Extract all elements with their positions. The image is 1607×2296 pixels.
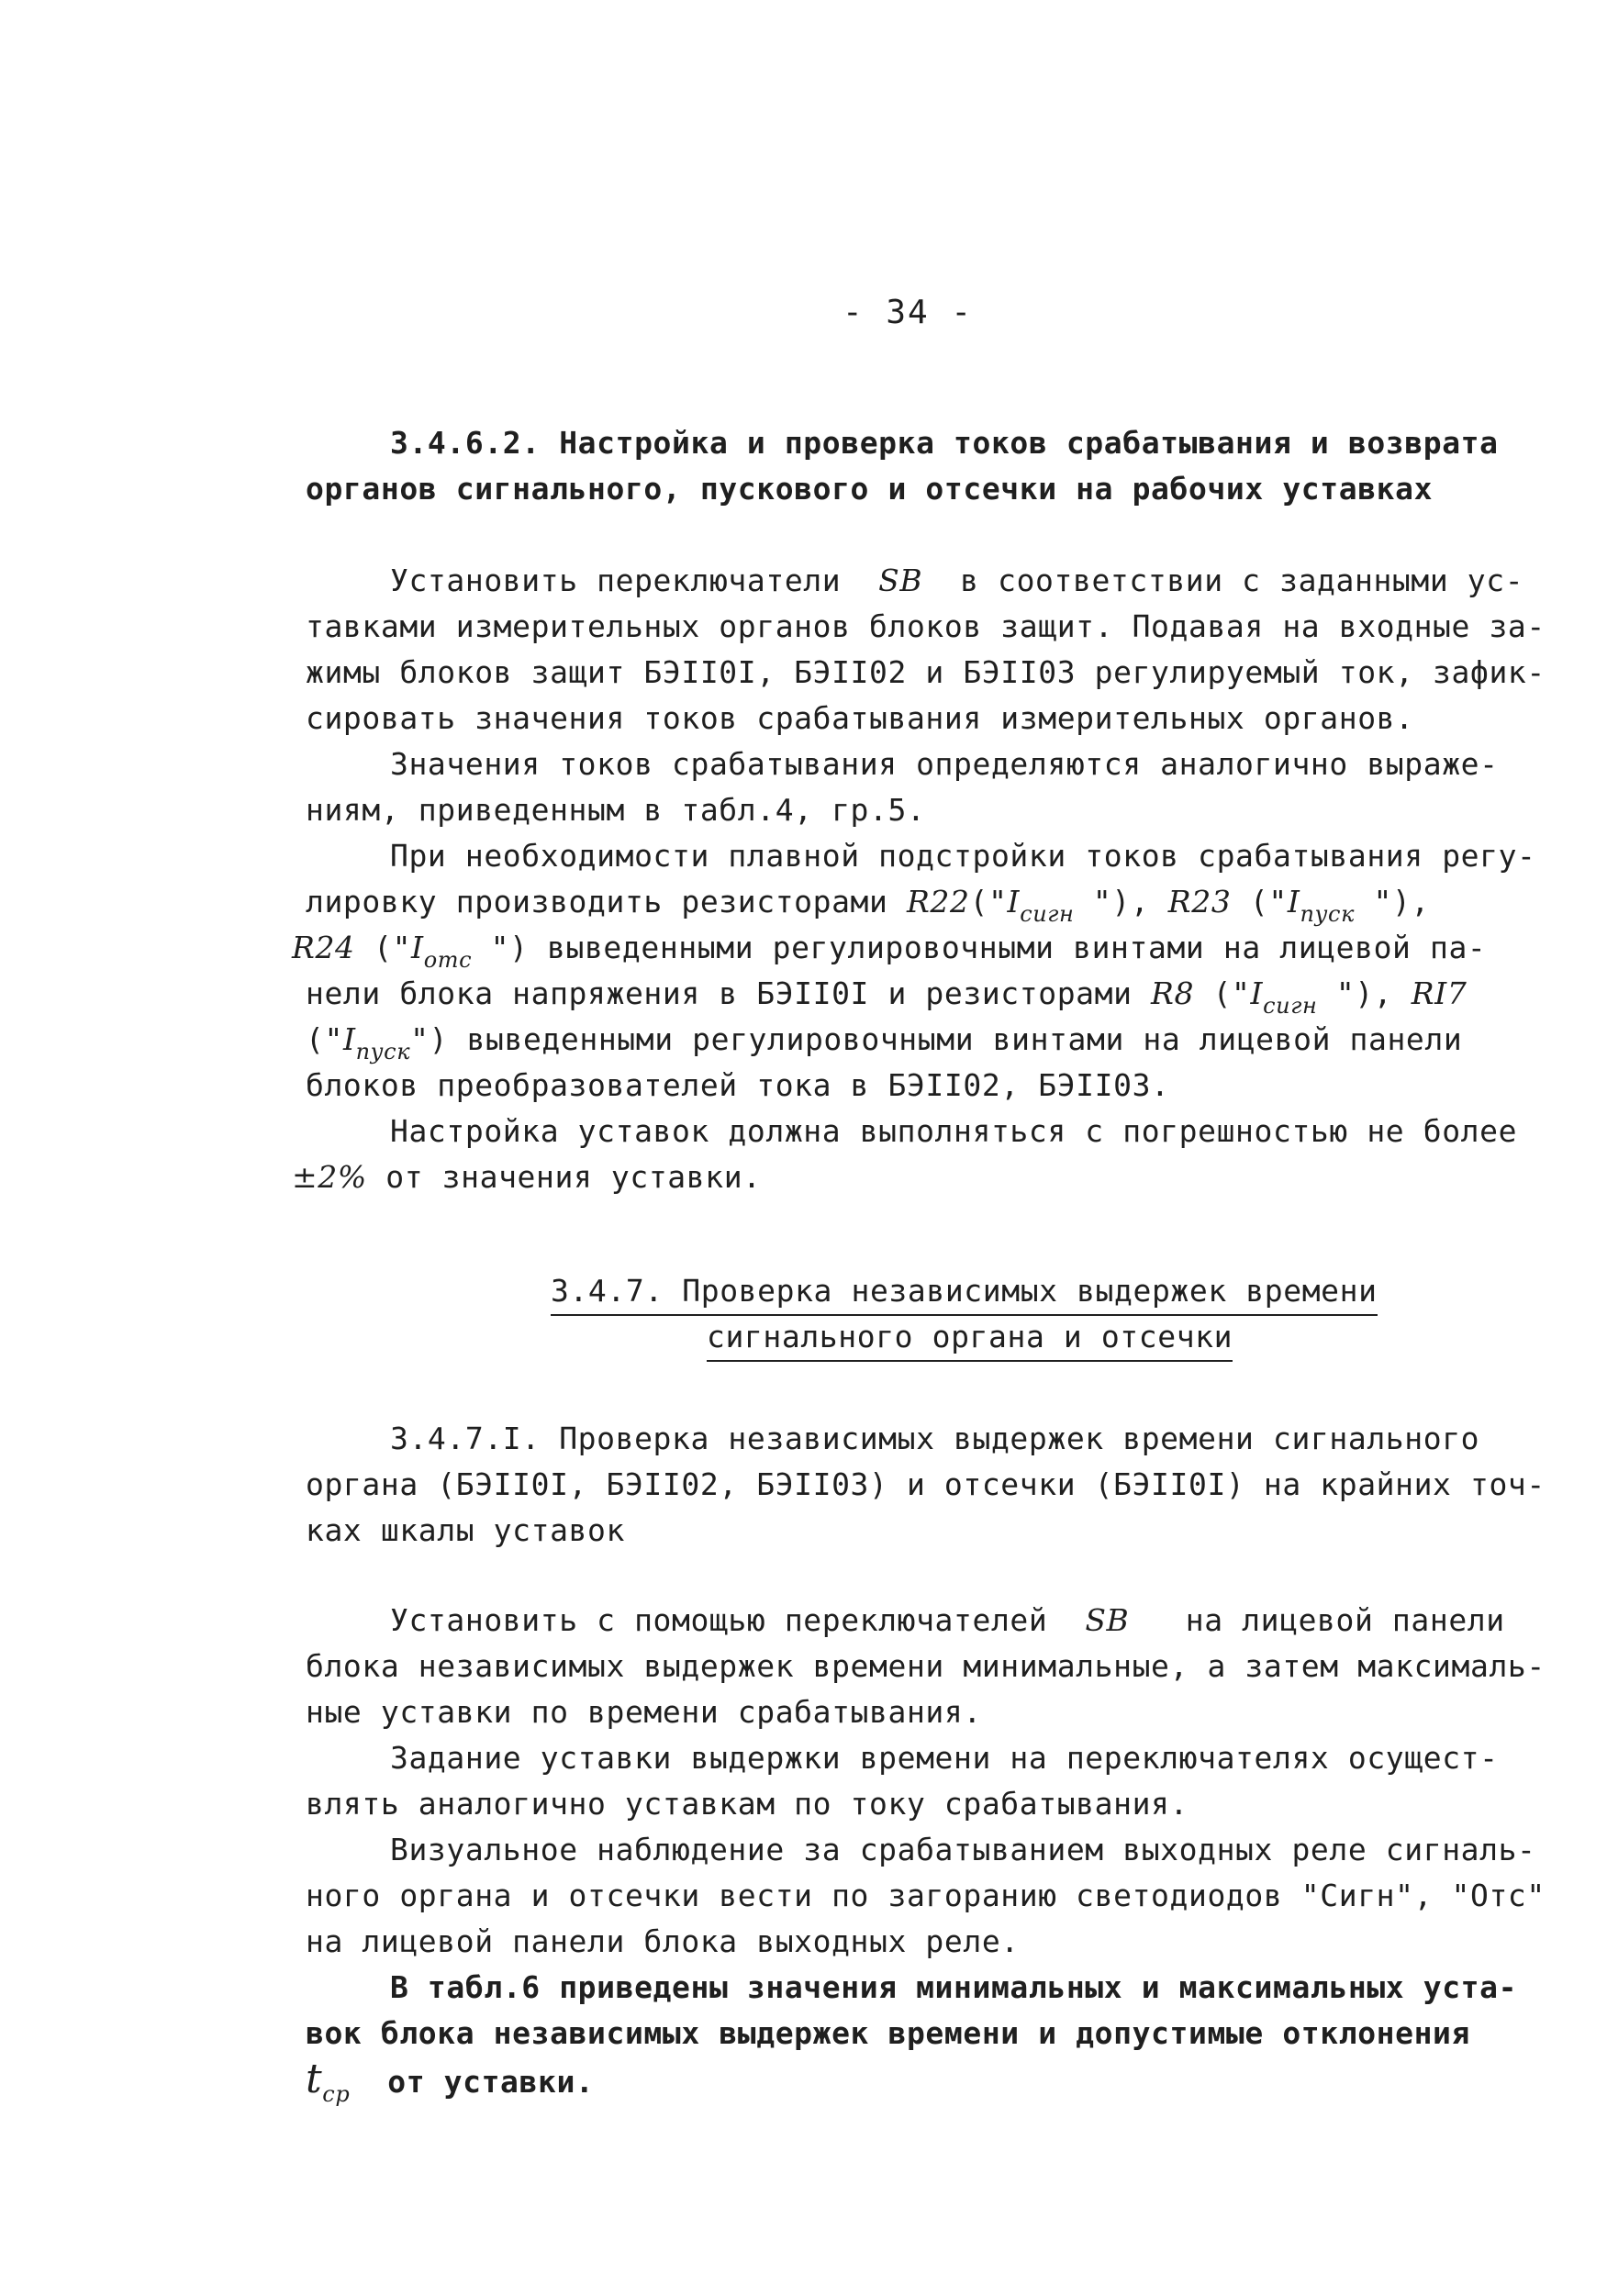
section-3462-para1-line-4: сировать значения токов срабатывания измерительных органов. xyxy=(306,700,1414,736)
section-3471-para4-line-2: вок блока независимых выдержек времени и допустимые отклонения xyxy=(306,2015,1470,2051)
section-3462-para1-line-2: тавками измерительных органов блоков защит. Подавая на входные за- xyxy=(306,608,1546,644)
page-number: - 34 - xyxy=(843,294,974,331)
section-3471-title-line-3: ках шкалы уставок xyxy=(306,1512,625,1548)
section-3462-para3-line-6: блоков преобразователей тока в БЭII02, БЭII03. xyxy=(306,1067,1170,1103)
section-3462-para2-line-1: Значения токов срабатывания определяются аналогично выраже- xyxy=(390,746,1499,782)
section-3471-para3-line-1: Визуальное наблюдение за срабатыванием выходных реле сигналь- xyxy=(390,1832,1536,1867)
section-347-heading-line-2: сигнального органа и отсечки xyxy=(707,1316,1233,1362)
section-3471-para3-line-3: на лицевой панели блока выходных реле. xyxy=(306,1923,1020,1959)
section-3462-title-line-1: 3.4.6.2. Настройка и проверка токов срабатывания и возврата xyxy=(390,425,1499,461)
section-3462-para3-line-5: $("I_{пуск}")$ выведенными регулировочными винтами на лицевой панели xyxy=(306,1021,1463,1064)
section-3462-para3-line-4: нели блока напряжения в БЭII0I и резисторами R8 ("$I_{сигн}$ "), RI7 xyxy=(306,975,1468,1019)
section-3462-para4-line-2: ±2% от значения уставки. xyxy=(292,1159,762,1195)
section-3471-para1-line-1: Установить с помощью переключателей SB на лицевой панели xyxy=(390,1602,1505,1638)
section-3471-para4-line-1: В табл.6 приведены значения минимальных и максимальных уста- xyxy=(390,1969,1518,2005)
tolerance-value: ±2% xyxy=(292,1159,367,1195)
section-3462-para2-line-2: ниям, приведенным в табл.4, гр.5. xyxy=(306,792,926,828)
section-3471-para1-line-2: блока независимых выдержек времени минимальные, а затем максималь- xyxy=(306,1648,1546,1684)
t-symbol: t xyxy=(306,2056,323,2102)
section-3462-para3-line-1: При необходимости плавной подстройки токов срабатывания регу- xyxy=(390,838,1536,874)
sb-symbol: SB xyxy=(878,563,923,598)
sb-symbol-2: SB xyxy=(1085,1602,1130,1638)
section-3471-para2-line-2: влять аналогично уставкам по току срабатывания. xyxy=(306,1786,1189,1822)
section-3462-title-line-2: органов сигнального, пускового и отсечки на рабочих уставках xyxy=(306,471,1434,507)
section-3471-para1-line-3: ные уставки по времени срабатывания. xyxy=(306,1694,982,1730)
section-3471-title-line-2: органа (БЭII0I, БЭII02, БЭII03) и отсечки (БЭII0I) на крайних точ- xyxy=(306,1466,1546,1502)
section-3471-para3-line-2: ного органа и отсечки вести по загоранию светодиодов "Сигн", "Отс" xyxy=(306,1878,1546,1913)
section-3471-para2-line-1: Задание уставки выдержки времени на переключателях осущест- xyxy=(390,1740,1499,1776)
section-3462-para1-line-3: жимы блоков защит БЭII0I, БЭII02 и БЭII03 регулируемый ток, зафик- xyxy=(306,654,1546,690)
section-347-heading-line-1: 3.4.7. Проверка независимых выдержек времени xyxy=(551,1270,1378,1316)
section-3462-para4-line-1: Настройка уставок должна выполняться с погрешностью не более xyxy=(390,1113,1518,1149)
section-3462-para3-line-3: R24 ("$I_{отс}$ ") выведенными регулировочными винтами на лицевой па- xyxy=(292,930,1487,973)
section-3462-para1-line-1: Установить переключатели SB в соответствии с заданными ус- xyxy=(390,563,1524,598)
section-3471-para4-line-3: $t_{ср}$ от уставки. xyxy=(306,2056,595,2107)
section-3462-para3-line-2: лировку производить резисторами $R22("I_{сигн}$ "), R23 ("$I_{пуск}$ "), xyxy=(306,884,1430,927)
section-3471-title-line-1: 3.4.7.I. Проверка независимых выдержек времени сигнального xyxy=(390,1421,1480,1456)
